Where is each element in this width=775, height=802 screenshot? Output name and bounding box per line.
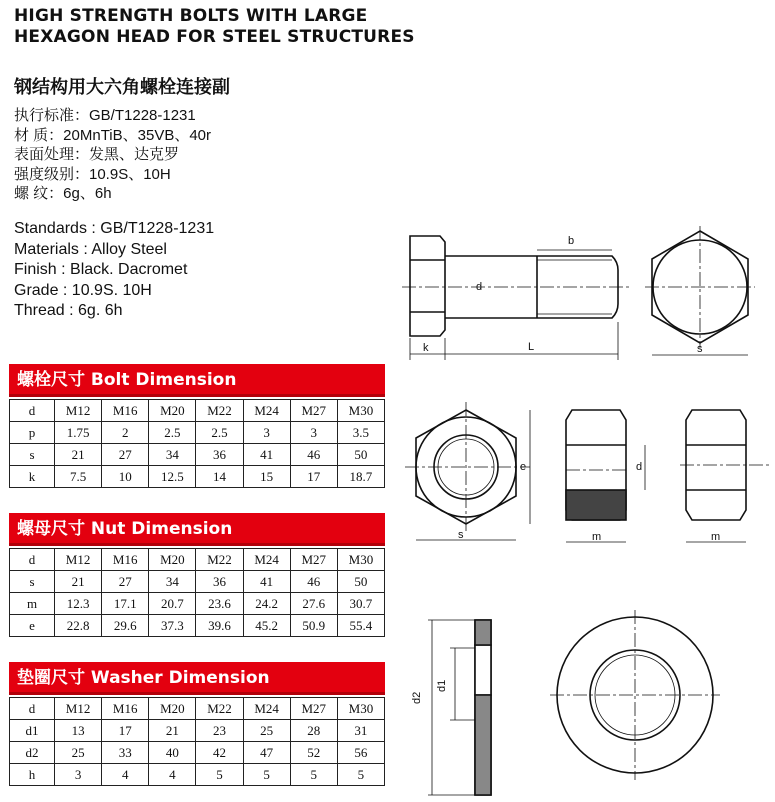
table-cell: 41 — [243, 444, 290, 466]
table-cell: M30 — [337, 549, 384, 571]
nut-side-view — [680, 410, 770, 543]
table-cell: 50.9 — [290, 615, 337, 637]
table-cell: s — [10, 571, 55, 593]
table-cell: 4 — [149, 764, 196, 786]
table-cell: M30 — [337, 698, 384, 720]
table-cell: d — [10, 549, 55, 571]
label-m-side: m — [711, 531, 721, 543]
table-cell: d — [10, 400, 55, 422]
table-cell: 21 — [149, 720, 196, 742]
table-cell: 40 — [149, 742, 196, 764]
table-cell: 55.4 — [337, 615, 384, 637]
table-cell: 21 — [55, 571, 102, 593]
table-cell: 2.5 — [149, 422, 196, 444]
table-cell: 21 — [55, 444, 102, 466]
label-d-nut: d — [636, 461, 643, 473]
table-cell: M12 — [55, 549, 102, 571]
table-cell: p — [10, 422, 55, 444]
table-cell: 10 — [102, 466, 149, 488]
table-cell: 3 — [243, 422, 290, 444]
table-cell: 2.5 — [196, 422, 243, 444]
table-cell: 4 — [102, 764, 149, 786]
washer-front-view — [550, 610, 720, 780]
spec-thread-en: Thread : 6g. 6h — [14, 302, 123, 320]
table-cell: m — [10, 593, 55, 615]
washer-section-view — [411, 620, 491, 795]
table-cell: 14 — [196, 466, 243, 488]
table-cell: 34 — [149, 571, 196, 593]
table-cell: 28 — [290, 720, 337, 742]
table-cell: M27 — [290, 698, 337, 720]
label-m-section: m — [592, 531, 602, 543]
table-cell: 7.5 — [55, 466, 102, 488]
table-cell: h — [10, 764, 55, 786]
table-cell: 47 — [243, 742, 290, 764]
table-cell: 17.1 — [102, 593, 149, 615]
table-cell: 1.75 — [55, 422, 102, 444]
table-cell: e — [10, 615, 55, 637]
spec-standard-cn: 执行标准：GB/T1228-1231 — [14, 107, 196, 124]
table-cell: 36 — [196, 571, 243, 593]
label-s-bolt: s — [697, 343, 703, 355]
label-d2: d2 — [411, 691, 423, 704]
table-cell: 23.6 — [196, 593, 243, 615]
table-cell: 12.5 — [149, 466, 196, 488]
spec-grade-en: Grade : 10.9S. 10H — [14, 281, 152, 299]
title-english: HIGH STRENGTH BOLTS WITH LARGE HEXAGON HEAD FOR STEEL STRUCTURES — [14, 6, 415, 47]
table-cell: M27 — [290, 549, 337, 571]
table-cell: 17 — [102, 720, 149, 742]
table-cell: 39.6 — [196, 615, 243, 637]
table-cell: 5 — [337, 764, 384, 786]
table-cell: k — [10, 466, 55, 488]
label-d: d — [476, 281, 483, 293]
table-cell: 33 — [102, 742, 149, 764]
table-cell: 42 — [196, 742, 243, 764]
washer-dimension-title: 垫圈尺寸 Washer Dimension — [9, 662, 385, 695]
table-cell: 46 — [290, 444, 337, 466]
table-cell: 27 — [102, 444, 149, 466]
spec-material-cn: 材 质：20MnTiB、35VB、40r — [14, 126, 212, 144]
table-cell: d — [10, 698, 55, 720]
table-cell: M22 — [196, 698, 243, 720]
table-cell: 25 — [243, 720, 290, 742]
spec-finish-en: Finish : Black. Dacromet — [14, 261, 188, 279]
table-cell: s — [10, 444, 55, 466]
table-cell: 56 — [337, 742, 384, 764]
spec-material-en: Materials : Alloy Steel — [14, 240, 167, 258]
spec-thread-cn: 螺 纹：6g、6h — [14, 185, 112, 203]
table-cell: 3.5 — [337, 422, 384, 444]
table-cell: M20 — [149, 698, 196, 720]
spec-grade-cn: 强度级别：10.9S、10H — [14, 165, 171, 183]
table-cell: 27 — [102, 571, 149, 593]
table-cell: 5 — [243, 764, 290, 786]
bolt-top-view — [645, 226, 755, 355]
table-cell: 13 — [55, 720, 102, 742]
bolt-side-view — [402, 235, 630, 360]
table-cell: M30 — [337, 400, 384, 422]
label-b: b — [568, 235, 575, 247]
table-cell: 29.6 — [102, 615, 149, 637]
table-cell: 50 — [337, 571, 384, 593]
table-cell: 5 — [290, 764, 337, 786]
table-cell: M22 — [196, 400, 243, 422]
nut-dimension-title: 螺母尺寸 Nut Dimension — [9, 513, 385, 546]
table-cell: M22 — [196, 549, 243, 571]
label-k: k — [423, 342, 429, 354]
table-cell: M27 — [290, 400, 337, 422]
table-cell: M16 — [102, 400, 149, 422]
table-cell: 17 — [290, 466, 337, 488]
nut-front-view — [405, 402, 530, 541]
table-cell: M20 — [149, 549, 196, 571]
table-cell: 5 — [196, 764, 243, 786]
table-cell: 25 — [55, 742, 102, 764]
table-cell: 12.3 — [55, 593, 102, 615]
table-cell: 3 — [290, 422, 337, 444]
table-cell: 3 — [55, 764, 102, 786]
table-cell: 24.2 — [243, 593, 290, 615]
table-cell: 31 — [337, 720, 384, 742]
label-L: L — [528, 341, 535, 353]
table-cell: 46 — [290, 571, 337, 593]
table-cell: 34 — [149, 444, 196, 466]
table-cell: 36 — [196, 444, 243, 466]
label-e: e — [520, 461, 527, 473]
table-cell: M16 — [102, 549, 149, 571]
table-cell: 37.3 — [149, 615, 196, 637]
table-cell: 50 — [337, 444, 384, 466]
table-cell: M12 — [55, 698, 102, 720]
table-cell: M16 — [102, 698, 149, 720]
table-cell: 30.7 — [337, 593, 384, 615]
table-cell: M12 — [55, 400, 102, 422]
label-d1: d1 — [436, 679, 448, 692]
table-cell: M20 — [149, 400, 196, 422]
nut-section-view — [566, 410, 645, 543]
spec-standard-en: Standards : GB/T1228-1231 — [14, 220, 215, 237]
table-cell: 41 — [243, 571, 290, 593]
table-cell: 18.7 — [337, 466, 384, 488]
table-cell: d1 — [10, 720, 55, 742]
table-cell: 20.7 — [149, 593, 196, 615]
table-cell: 45.2 — [243, 615, 290, 637]
spec-finish-cn: 表面处理：发黑、达克罗 — [14, 146, 180, 164]
table-cell: 23 — [196, 720, 243, 742]
table-cell: 2 — [102, 422, 149, 444]
table-cell: 52 — [290, 742, 337, 764]
label-s-nut: s — [458, 529, 464, 541]
table-cell: M24 — [243, 400, 290, 422]
bolt-dimension-title: 螺栓尺寸 Bolt Dimension — [9, 364, 385, 397]
table-cell: d2 — [10, 742, 55, 764]
title-chinese: 钢结构用大六角螺栓连接副 — [14, 77, 230, 98]
table-cell: 27.6 — [290, 593, 337, 615]
table-cell: M24 — [243, 549, 290, 571]
table-cell: 15 — [243, 466, 290, 488]
table-cell: M24 — [243, 698, 290, 720]
table-cell: 22.8 — [55, 615, 102, 637]
